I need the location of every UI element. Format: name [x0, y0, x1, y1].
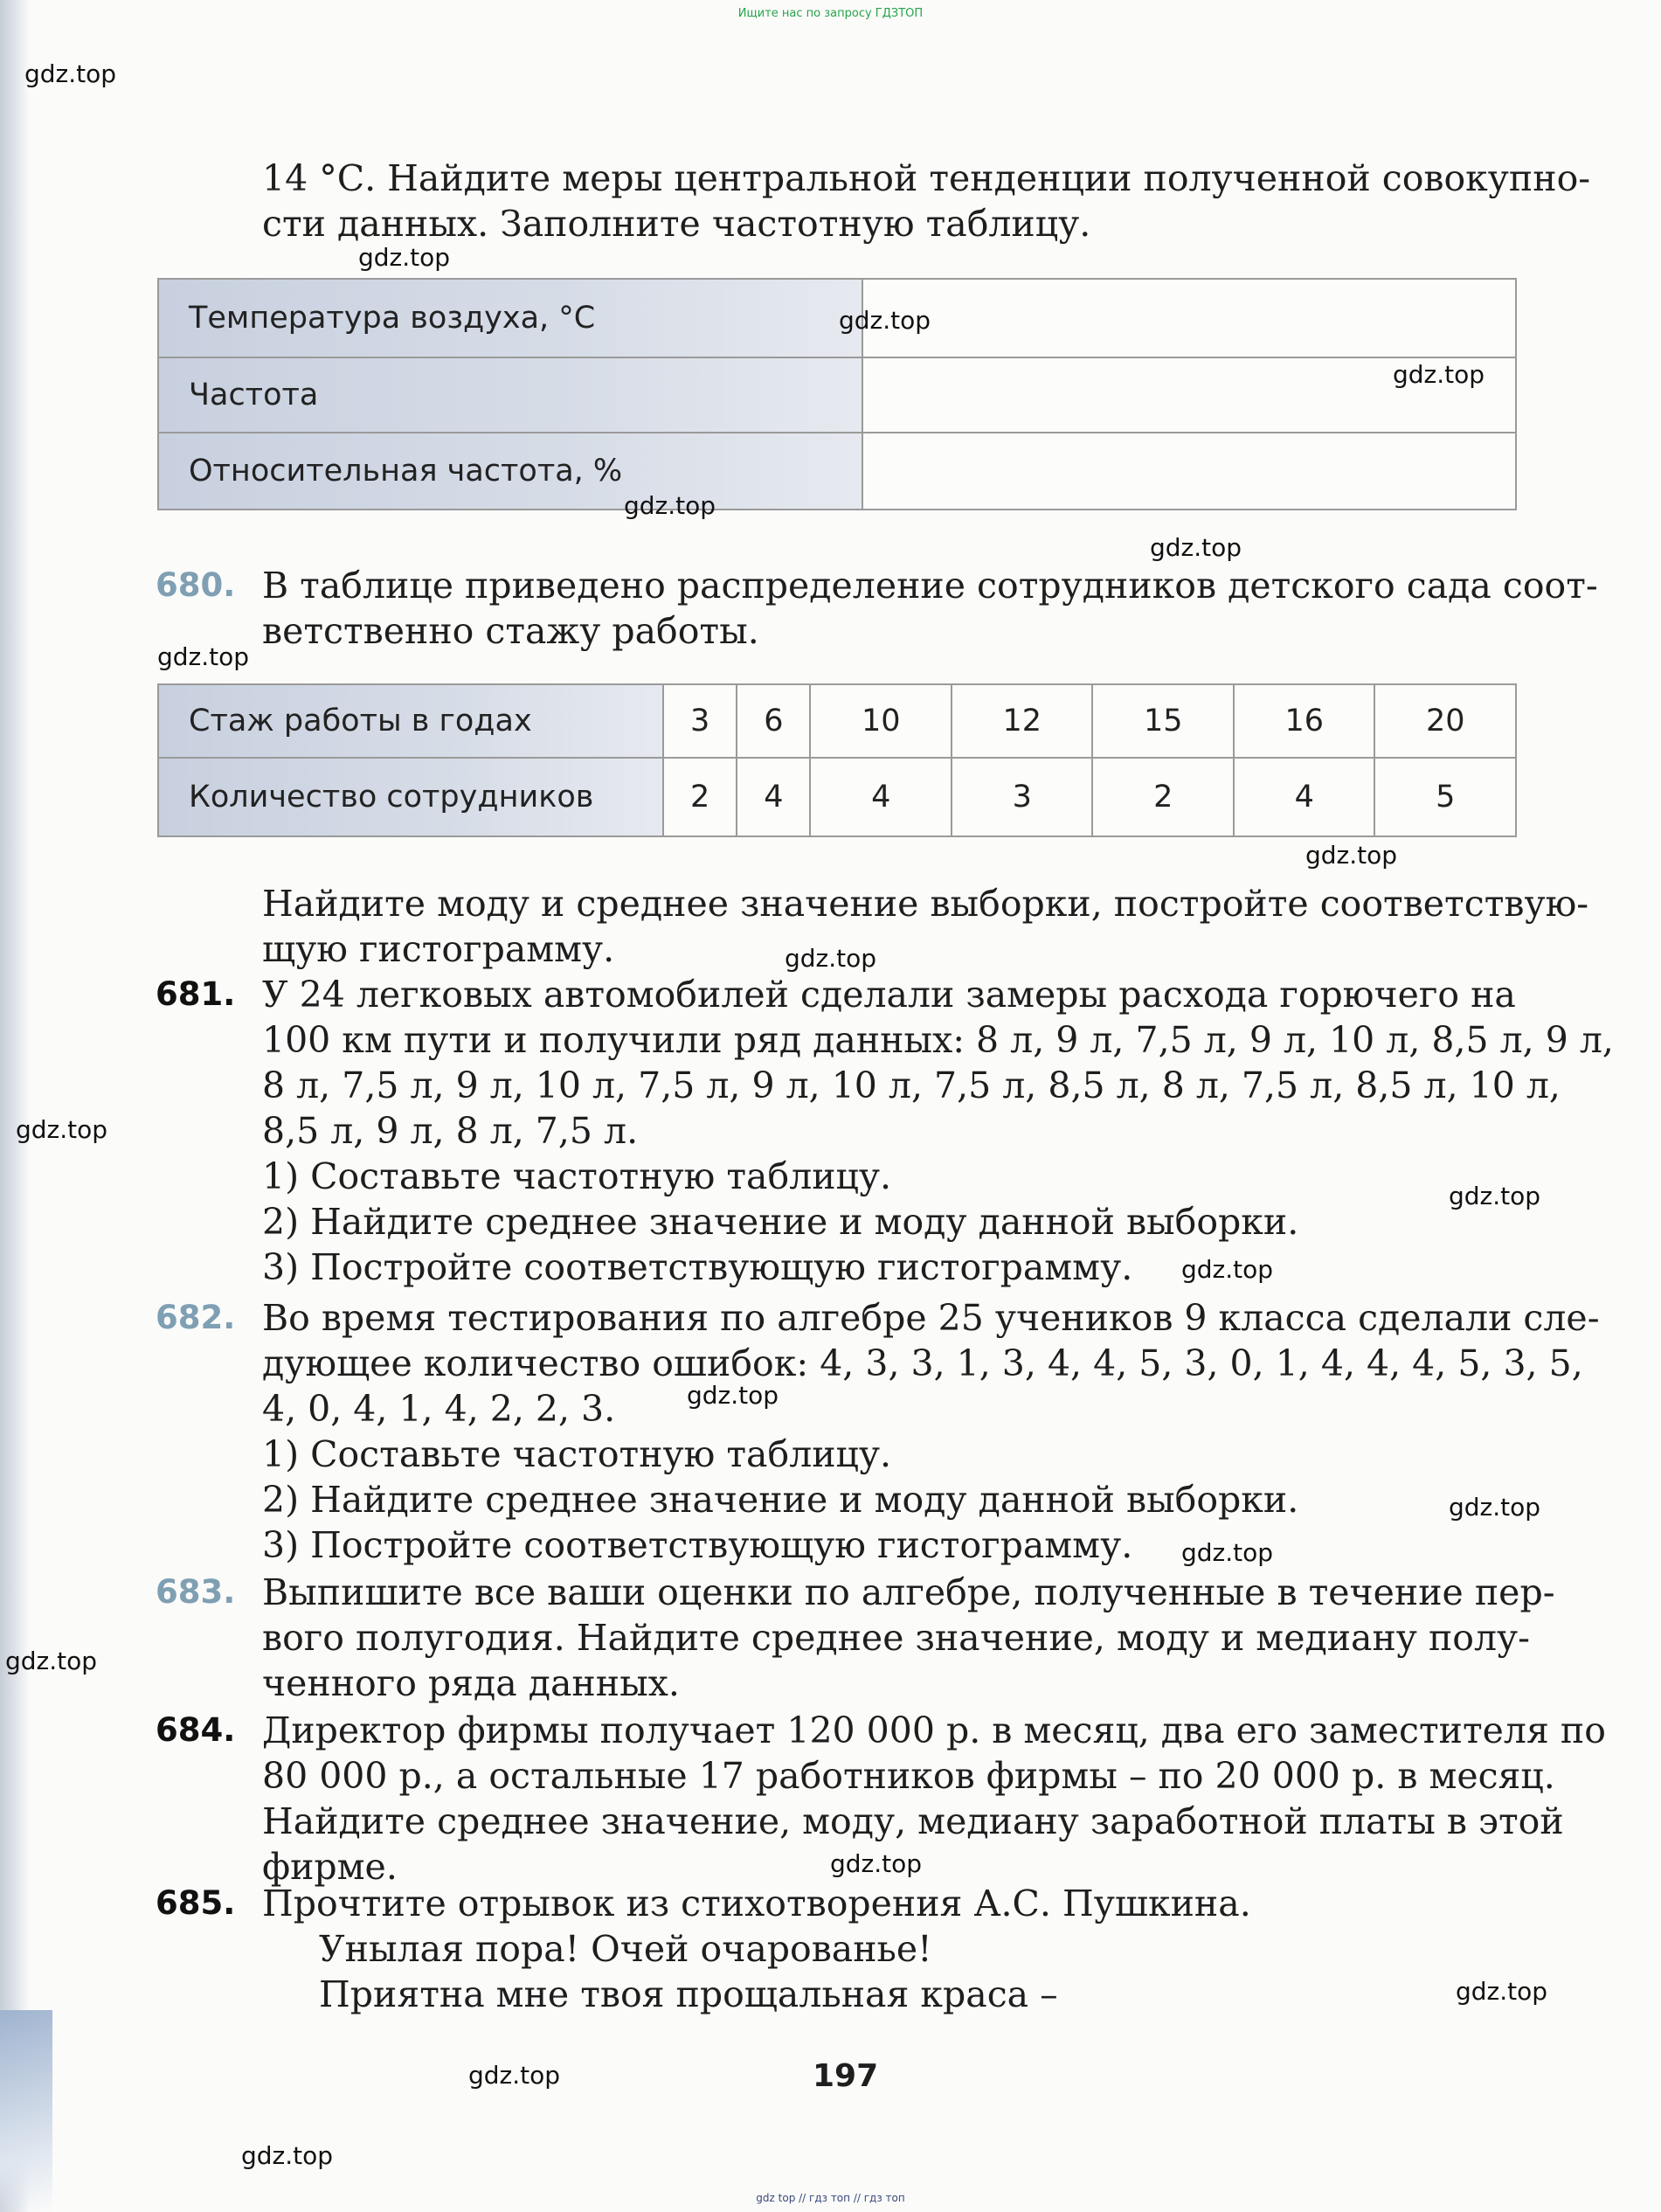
footer-note: gdz top // гдз топ // гдз топ: [756, 2192, 905, 2204]
watermark-text: gdz.top: [1449, 1493, 1541, 1522]
page-corner-shade: [0, 2010, 52, 2212]
poem-line: Унылая пора! Очей очарованье!: [319, 1928, 932, 1970]
table-cell: 3: [663, 684, 737, 758]
watermark-text: gdz.top: [1393, 360, 1485, 389]
table-cell: 6: [737, 684, 810, 758]
table-cell: 3: [952, 758, 1093, 836]
table-cell: 15: [1092, 684, 1234, 758]
watermark-text: gdz.top: [687, 1381, 779, 1410]
continuation-line-1: 14 °С. Найдите меры центральной тенденции полученной совокупно-: [262, 157, 1591, 199]
table-cell: 2: [1092, 758, 1234, 836]
experience-table: [157, 683, 1517, 837]
table-header-cell: Относительная частота, %: [158, 433, 862, 510]
task-text-line: 80 000 р., а остальные 17 работников фирмы – по 20 000 р. в месяц.: [262, 1755, 1555, 1797]
watermark-text: gdz.top: [785, 944, 877, 973]
task-text-line: щую гистограмму.: [262, 928, 615, 970]
task-text-line: Выпишите все ваши оценки по алгебре, полученные в течение пер-: [262, 1571, 1555, 1613]
page-spine-shadow: [0, 0, 30, 2212]
task-subitem: 1) Составьте частотную таблицу.: [262, 1155, 892, 1197]
watermark-text: gdz.top: [839, 306, 931, 335]
watermark-text: gdz.top: [1150, 533, 1242, 562]
task-text-line: Прочтите отрывок из стихотворения А.С. Пушкина.: [262, 1883, 1251, 1924]
task-text-line: 100 км пути и получили ряд данных: 8 л, 9 л, 7,5 л, 9 л, 10 л, 8,5 л, 9 л,: [262, 1019, 1614, 1061]
watermark-text: gdz.top: [1305, 841, 1398, 870]
watermark-text: gdz.top: [1456, 1977, 1548, 2006]
table-row: [158, 684, 1516, 758]
table-header-cell: Температура воздуха, °С: [158, 279, 862, 357]
task-text-line: дующее количество ошибок: 4, 3, 3, 1, 3, 4, 4, 5, 3, 0, 1, 4, 4, 4, 5, 3, 5,: [262, 1342, 1583, 1384]
table-cell: 10: [810, 684, 952, 758]
task-subitem: 2) Найдите среднее значение и моду данной выборки.: [262, 1201, 1299, 1243]
poem-line: Приятна мне твоя прощальная краса –: [319, 1973, 1058, 2015]
task-text-line: У 24 легковых автомобилей сделали замеры расхода горючего на: [262, 974, 1516, 1016]
task-number: 682.: [156, 1299, 236, 1336]
continuation-line-2: сти данных. Заполните частотную таблицу.: [262, 203, 1091, 245]
table-header-cell: Стаж работы в годах: [158, 684, 663, 758]
table-header-cell: Количество сотрудников: [158, 758, 663, 836]
watermark-text: gdz.top: [1181, 1538, 1274, 1567]
watermark-text: gdz.top: [1449, 1182, 1541, 1210]
watermark-text: gdz.top: [1181, 1255, 1274, 1284]
watermark-text: gdz.top: [241, 2141, 334, 2170]
watermark-text: gdz.top: [24, 59, 117, 88]
task-number: 684.: [156, 1711, 236, 1749]
table-row: [158, 758, 1516, 836]
task-number: 680.: [156, 566, 236, 604]
watermark-text: gdz.top: [358, 243, 451, 272]
table-row: [158, 279, 1516, 357]
task-text-line: 8 л, 7,5 л, 9 л, 10 л, 7,5 л, 9 л, 10 л, 7,5 л, 8,5 л, 8 л, 7,5 л, 8,5 л, 10 л,: [262, 1064, 1561, 1106]
task-text-line: ченного ряда данных.: [262, 1662, 680, 1704]
watermark-text: gdz.top: [624, 491, 716, 520]
table-cell: 4: [737, 758, 810, 836]
task-subitem: 1) Составьте частотную таблицу.: [262, 1433, 892, 1475]
task-text-line: Найдите среднее значение, моду, медиану заработной платы в этой: [262, 1800, 1564, 1842]
task-text-line: 4, 0, 4, 1, 4, 2, 2, 3.: [262, 1388, 616, 1430]
task-number: 683.: [156, 1573, 236, 1611]
table-row: [158, 433, 1516, 510]
task-subitem: 2) Найдите среднее значение и моду данной выборки.: [262, 1479, 1299, 1521]
task-number: 681.: [156, 975, 236, 1013]
task-text-line: В таблице приведено распределение сотрудников детского сада соот-: [262, 565, 1598, 607]
watermark-text: gdz.top: [5, 1647, 98, 1675]
task-subitem: 3) Постройте соответствующую гистограмму.: [262, 1524, 1133, 1566]
table-header-cell: Частота: [158, 357, 862, 433]
task-number: 685.: [156, 1884, 236, 1922]
task-text-line: Директор фирмы получает 120 000 р. в месяц, два его заместителя по: [262, 1709, 1606, 1751]
watermark-text: gdz.top: [157, 642, 250, 671]
table-row: [158, 357, 1516, 433]
table-cell: 4: [810, 758, 952, 836]
table-cell: 16: [1234, 684, 1375, 758]
table-cell: 4: [1234, 758, 1375, 836]
task-text-line: ветственно стажу работы.: [262, 610, 759, 652]
table-cell: 20: [1374, 684, 1516, 758]
task-text-line: вого полугодия. Найдите среднее значение, моду и медиану полу-: [262, 1617, 1530, 1659]
watermark-text: gdz.top: [468, 2061, 561, 2090]
task-text-line: Найдите моду и среднее значение выборки, постройте соответствую-: [262, 883, 1589, 925]
table-cell: 2: [663, 758, 737, 836]
task-subitem: 3) Постройте соответствующую гистограмму.: [262, 1246, 1133, 1288]
table-cell: 12: [952, 684, 1093, 758]
task-text-line: фирме.: [262, 1846, 398, 1888]
task-text-line: Во время тестирования по алгебре 25 учеников 9 класса сделали сле-: [262, 1297, 1600, 1339]
table-cell: 5: [1374, 758, 1516, 836]
frequency-table-empty: [157, 278, 1517, 510]
watermark-text: gdz.top: [830, 1849, 923, 1878]
header-note: Ищите нас по запросу ГДЗТОП: [737, 7, 924, 20]
page-number: 197: [813, 2058, 879, 2094]
watermark-text: gdz.top: [16, 1115, 108, 1144]
task-text-line: 8,5 л, 9 л, 8 л, 7,5 л.: [262, 1110, 639, 1152]
table-empty-cell: [862, 433, 1516, 510]
table-empty-cell: [862, 279, 1516, 357]
